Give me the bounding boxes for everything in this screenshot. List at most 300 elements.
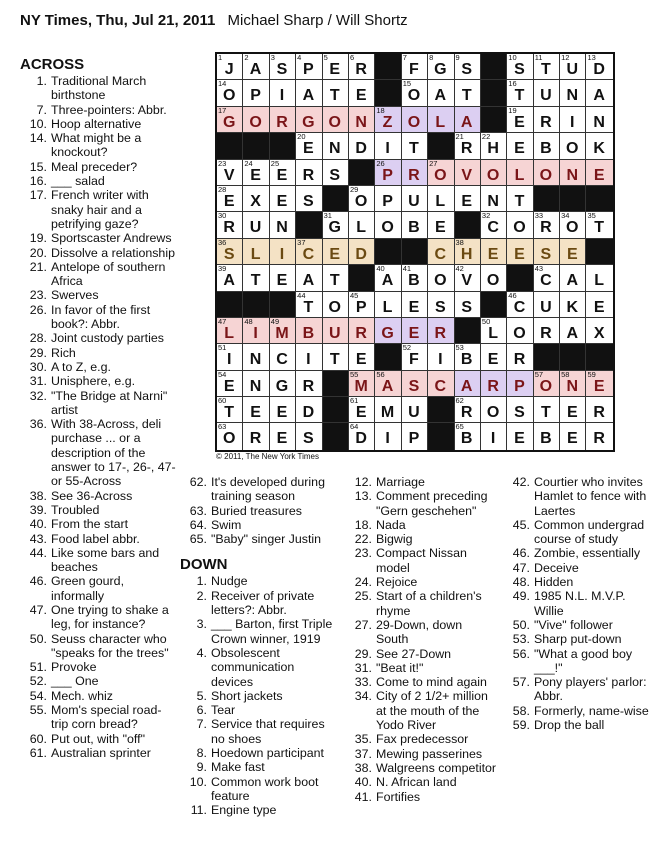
down-clue xyxy=(503,632,653,646)
grid-cell xyxy=(560,292,586,318)
clue-text: Marriage xyxy=(376,475,425,489)
grid-cell xyxy=(323,160,349,186)
down-clue xyxy=(345,575,497,589)
grid-cell xyxy=(455,107,481,133)
grid-cell xyxy=(534,292,560,318)
cell-letter: B xyxy=(540,140,553,158)
across-clue xyxy=(20,674,178,688)
clue-text: "Vive" follower xyxy=(534,617,613,632)
cell-letter: O xyxy=(539,166,554,184)
cell-number: 55 xyxy=(349,370,359,379)
cell-letter: P xyxy=(303,61,315,78)
cell-number: 41 xyxy=(402,265,412,274)
grid-cell xyxy=(428,54,454,80)
clue-text: Come to mind again xyxy=(376,675,487,690)
grid-cell xyxy=(402,107,428,133)
across-clue xyxy=(20,174,178,188)
grid-cell xyxy=(243,80,269,106)
grid-cell xyxy=(586,80,612,106)
grid-cell xyxy=(560,212,586,238)
grid-cell xyxy=(375,292,401,318)
cell-number: 44 xyxy=(297,291,306,300)
grid-cell xyxy=(402,80,428,106)
cell-number: 5 xyxy=(323,54,328,62)
cell-number: 15 xyxy=(402,80,412,89)
cell-letter: R xyxy=(302,377,316,395)
grid-cell xyxy=(270,212,296,238)
grid-cell xyxy=(507,292,533,318)
grid-cell xyxy=(481,186,507,212)
across-clue xyxy=(20,288,178,302)
grid-cell xyxy=(428,344,454,370)
down-clue xyxy=(503,589,653,618)
grid-cell xyxy=(534,371,560,397)
cell-letter: T xyxy=(329,272,341,290)
grid-cell xyxy=(323,239,349,265)
down-clue xyxy=(180,689,338,703)
cell-letter: S xyxy=(514,61,526,78)
clue-number: 26. xyxy=(29,302,47,317)
grid-cell xyxy=(217,239,243,265)
clue-text: Mewing passerines xyxy=(376,746,483,761)
black-square xyxy=(243,292,269,318)
cell-letter: N xyxy=(355,113,368,131)
clue-number: 63. xyxy=(189,503,207,518)
cell-letter: N xyxy=(328,140,342,158)
grid-cell xyxy=(349,371,375,397)
grid-cell xyxy=(481,423,507,449)
cell-letter: E xyxy=(355,404,368,422)
clue-text: Joint custody parties xyxy=(51,331,164,346)
cell-letter: T xyxy=(250,272,262,290)
clue-text: Antelope of southern Africa xyxy=(51,259,166,289)
clue-text: Hoop alternative xyxy=(51,116,142,131)
cell-number: 62 xyxy=(455,397,464,406)
cell-letter: N xyxy=(487,192,500,210)
down-clue xyxy=(180,703,338,717)
clue-text: Deceive xyxy=(534,560,579,575)
down-clue xyxy=(503,704,653,718)
cell-letter: I xyxy=(306,351,312,369)
cell-number: 28 xyxy=(218,185,227,194)
clue-number: 38. xyxy=(29,488,47,503)
grid-cell xyxy=(243,318,269,344)
cell-letter: G xyxy=(328,219,342,237)
grid-cell xyxy=(243,371,269,397)
clue-number: 22. xyxy=(354,532,372,547)
cell-number: 63 xyxy=(218,423,227,432)
down-clue xyxy=(345,532,497,546)
grid-cell xyxy=(243,212,269,238)
cell-letter: P xyxy=(382,192,394,210)
clue-number: 10. xyxy=(29,116,47,131)
cell-letter: R xyxy=(355,61,368,78)
clue-number: 58. xyxy=(512,703,530,718)
down-clue xyxy=(503,475,653,518)
black-square xyxy=(481,107,507,133)
grid-cell xyxy=(243,54,269,80)
cell-letter: U xyxy=(540,298,553,316)
black-square xyxy=(560,186,586,212)
down-clue xyxy=(180,646,338,689)
grid-cell xyxy=(455,292,481,318)
grid-cell xyxy=(243,344,269,370)
clue-number: 6. xyxy=(196,703,207,718)
cell-letter: U xyxy=(328,324,342,342)
clue-text: Nada xyxy=(376,517,406,532)
grid-cell xyxy=(323,54,349,80)
clue-number: 44. xyxy=(29,545,47,560)
cell-letter: O xyxy=(249,113,263,131)
clue-text: Short jackets xyxy=(211,688,283,703)
grid-cell xyxy=(217,344,243,370)
grid-cell xyxy=(296,186,322,212)
cell-number: 27 xyxy=(429,159,438,168)
clue-number: 14. xyxy=(29,131,47,146)
cell-number: 51 xyxy=(218,344,227,353)
cell-letter: E xyxy=(593,377,606,395)
grid-cell xyxy=(402,212,428,238)
down-clue xyxy=(345,589,497,618)
cell-letter: X xyxy=(593,324,606,342)
grid-cell xyxy=(560,54,586,80)
grid-cell xyxy=(507,80,533,106)
grid-cell xyxy=(296,318,322,344)
cell-letter: G xyxy=(381,324,395,342)
down-clue xyxy=(345,518,497,532)
down-clue xyxy=(503,575,653,589)
black-square xyxy=(323,186,349,212)
clue-number: 59. xyxy=(512,718,530,733)
clue-number: 38. xyxy=(354,760,372,775)
cell-number: 31 xyxy=(323,212,332,221)
clue-number: 40. xyxy=(354,775,372,790)
cell-number: 3 xyxy=(270,54,275,62)
grid-cell xyxy=(586,160,612,186)
cell-letter: R xyxy=(223,219,236,237)
grid-cell xyxy=(270,80,296,106)
cell-letter: S xyxy=(540,245,553,263)
cell-letter: A xyxy=(223,272,236,290)
grid-cell xyxy=(455,397,481,423)
grid-cell xyxy=(402,160,428,186)
across-clue xyxy=(20,331,178,345)
cell-letter: M xyxy=(275,324,290,342)
grid-cell xyxy=(455,133,481,159)
down-clue xyxy=(180,717,338,746)
grid-cell xyxy=(402,265,428,291)
down-clue xyxy=(345,647,497,661)
cell-number: 52 xyxy=(402,344,412,353)
cell-letter: K xyxy=(593,140,606,158)
clue-text: Green gourd, informally xyxy=(51,574,125,603)
cell-number: 42 xyxy=(455,265,464,274)
cell-letter: L xyxy=(435,192,447,210)
cell-number: 65 xyxy=(455,423,464,432)
clue-text: Fortifies xyxy=(376,789,421,804)
cell-letter: D xyxy=(355,430,368,448)
black-square xyxy=(586,239,612,265)
clue-number: 17. xyxy=(29,188,47,203)
cell-letter: J xyxy=(224,61,235,78)
cell-letter: R xyxy=(408,166,421,184)
black-square xyxy=(507,265,533,291)
cell-letter: E xyxy=(514,430,526,448)
cell-letter: T xyxy=(409,140,420,158)
grid-cell xyxy=(507,212,533,238)
cell-letter: A xyxy=(460,377,474,395)
clue-text: Swim xyxy=(211,517,242,532)
clue-number: 31. xyxy=(354,660,372,675)
clue-text: Receiver of private letters?: Abbr. xyxy=(211,588,315,618)
grid-cell xyxy=(217,397,243,423)
clue-number: 7. xyxy=(196,717,207,732)
clue-number: 55. xyxy=(29,703,47,718)
grid-cell xyxy=(507,397,533,423)
clue-text: See 27-Down xyxy=(376,646,452,661)
grid-cell xyxy=(534,239,560,265)
cell-letter: T xyxy=(329,87,341,105)
cell-letter: T xyxy=(540,404,552,422)
grid-cell xyxy=(296,292,322,318)
cell-number: 30 xyxy=(218,212,227,221)
grid-cell xyxy=(455,239,481,265)
grid-cell xyxy=(481,371,507,397)
clue-number: 65. xyxy=(189,532,207,547)
black-square xyxy=(270,133,296,159)
cell-letter: C xyxy=(434,245,448,263)
clue-text: ___ salad xyxy=(51,174,105,189)
clue-number: 37. xyxy=(354,746,372,761)
grid-cell xyxy=(481,265,507,291)
down-clue xyxy=(180,574,338,588)
grid-cell xyxy=(217,371,243,397)
grid-cell xyxy=(270,371,296,397)
cell-letter: R xyxy=(434,324,448,342)
grid-cell xyxy=(270,54,296,80)
cell-letter: N xyxy=(593,113,606,131)
clue-number: 40. xyxy=(29,517,47,532)
clue-text: See 36-Across xyxy=(51,488,133,503)
clue-text: Pony players' parlor: Abbr. xyxy=(534,675,647,704)
clue-text: Tear xyxy=(211,703,236,718)
grid-cell xyxy=(534,423,560,449)
black-square xyxy=(428,133,454,159)
cell-letter: I xyxy=(226,351,233,369)
grid-cell xyxy=(428,318,454,344)
cell-letter: T xyxy=(461,87,473,105)
clue-text: Bigwig xyxy=(376,532,413,547)
grid-cell xyxy=(323,107,349,133)
cell-number: 9 xyxy=(455,54,460,62)
grid-cell xyxy=(375,107,401,133)
cell-letter: A xyxy=(381,272,395,290)
down-clue xyxy=(180,760,338,774)
crossword-grid xyxy=(215,52,615,452)
cell-letter: E xyxy=(461,192,474,210)
grid-cell xyxy=(534,265,560,291)
across-clue xyxy=(20,532,178,546)
grid-cell xyxy=(560,318,586,344)
grid-cell xyxy=(323,212,349,238)
grid-cell xyxy=(402,318,428,344)
clue-text: Start of a children's rhyme xyxy=(376,589,482,618)
cell-letter: E xyxy=(355,87,368,105)
cell-letter: E xyxy=(223,192,236,210)
cell-letter: G xyxy=(302,113,316,131)
across-clue xyxy=(20,389,178,418)
clue-text: Common work boot feature xyxy=(211,774,319,803)
grid-cell xyxy=(560,133,586,159)
clue-text: Comment preceding "Gern geschehen" xyxy=(376,489,488,518)
clue-text: One trying to shake a leg, for instance? xyxy=(51,602,169,632)
cell-letter: A xyxy=(302,87,316,105)
grid-cell xyxy=(349,292,375,318)
cell-letter: E xyxy=(487,245,500,263)
cell-letter: T xyxy=(514,87,526,105)
cell-letter: L xyxy=(224,324,236,342)
cell-number: 16 xyxy=(508,80,517,89)
clue-text: Fax predecessor xyxy=(376,732,469,747)
cell-letter: N xyxy=(276,219,289,237)
black-square xyxy=(270,292,296,318)
clue-number: 4. xyxy=(196,645,207,660)
cell-number: 59 xyxy=(587,370,596,379)
cell-number: 40 xyxy=(376,265,385,274)
clue-number: 46. xyxy=(512,546,530,561)
cell-letter: U xyxy=(408,404,421,422)
cell-letter: S xyxy=(276,61,289,78)
cell-letter: R xyxy=(460,140,474,158)
grid-cell xyxy=(507,371,533,397)
across-clue xyxy=(20,346,178,360)
grid-cell xyxy=(402,54,428,80)
grid-cell xyxy=(534,318,560,344)
grid-cell xyxy=(296,160,322,186)
grid-cell xyxy=(455,344,481,370)
cell-letter: B xyxy=(540,430,553,448)
grid-cell xyxy=(217,212,243,238)
clue-text: French writer with snaky hair and a petrifying gaze? xyxy=(51,188,149,231)
clue-number: 18. xyxy=(354,517,372,532)
grid-cell xyxy=(586,292,612,318)
cell-letter: O xyxy=(513,219,527,237)
cell-number: 21 xyxy=(455,133,464,142)
cell-letter: S xyxy=(434,298,447,316)
grid-cell xyxy=(217,186,243,212)
clue-number: 9. xyxy=(196,760,207,775)
cell-letter: C xyxy=(513,298,527,316)
clue-number: 15. xyxy=(29,159,47,174)
cell-letter: S xyxy=(461,298,474,316)
grid-cell xyxy=(217,265,243,291)
clue-text: Hidden xyxy=(534,575,574,590)
cell-letter: F xyxy=(409,61,420,78)
cell-number: 18 xyxy=(376,106,385,115)
black-square xyxy=(481,292,507,318)
cell-number: 38 xyxy=(455,238,464,247)
grid-cell xyxy=(455,265,481,291)
cell-letter: E xyxy=(250,166,262,184)
down-clue xyxy=(345,790,497,804)
grid-cell xyxy=(560,239,586,265)
grid-cell xyxy=(270,186,296,212)
cell-letter: E xyxy=(250,404,262,422)
black-square xyxy=(323,371,349,397)
cell-letter: Z xyxy=(382,113,394,131)
clue-text: Mom's special road-trip corn bread? xyxy=(51,703,162,732)
clue-text: Put out, with "off" xyxy=(51,731,145,746)
grid-cell xyxy=(296,344,322,370)
cell-letter: U xyxy=(249,219,263,237)
cell-letter: A xyxy=(381,377,395,395)
clue-text: "Beat it!" xyxy=(376,660,424,675)
clue-text: ___ One xyxy=(51,674,99,689)
black-square xyxy=(428,397,454,423)
across-clue xyxy=(20,689,178,703)
clue-text: Traditional March birthstone xyxy=(51,74,147,103)
cell-number: 61 xyxy=(349,397,359,406)
cell-number: 56 xyxy=(376,370,385,379)
grid-cell xyxy=(507,107,533,133)
clue-text: With 38-Across, deli purchase ... or a description of the answer to 17-, 26-, 47- or 55-Across xyxy=(51,417,176,489)
puzzle-authors: Michael Sharp / Will Shortz xyxy=(227,12,408,29)
clue-number: 2. xyxy=(196,588,207,603)
cell-letter: E xyxy=(276,404,289,422)
grid-cell xyxy=(534,160,560,186)
clue-number: 29. xyxy=(354,646,372,661)
across-clue xyxy=(20,603,178,632)
cell-letter: V xyxy=(223,166,236,184)
cell-letter: E xyxy=(566,245,579,263)
clue-text: ___ Barton, first Triple Crown winner, 1919 xyxy=(211,617,333,646)
clue-text: Unisphere, e.g. xyxy=(51,374,136,389)
clue-column-1 xyxy=(20,56,178,760)
cell-letter: C xyxy=(487,219,500,237)
cell-letter: S xyxy=(329,166,342,184)
across-clue xyxy=(180,532,338,546)
cell-letter: O xyxy=(539,377,554,395)
clue-number: 1. xyxy=(36,74,47,88)
grid-cell xyxy=(243,107,269,133)
clue-number: 23. xyxy=(29,288,47,303)
cell-letter: N xyxy=(566,166,580,184)
clue-number: 45. xyxy=(512,517,530,532)
across-clue xyxy=(20,131,178,160)
grid-cell xyxy=(296,80,322,106)
cell-letter: O xyxy=(434,166,448,184)
clue-text: 29-Down, down South xyxy=(376,617,463,647)
grid-cell xyxy=(428,107,454,133)
grid-cell xyxy=(586,371,612,397)
cell-letter: S xyxy=(303,430,315,448)
grid-cell xyxy=(534,397,560,423)
cell-letter: E xyxy=(514,140,526,158)
cell-number: 64 xyxy=(349,423,359,432)
grid-cell xyxy=(534,212,560,238)
grid-cell xyxy=(270,397,296,423)
clue-number: 42. xyxy=(512,475,530,489)
cell-letter: B xyxy=(408,272,421,290)
cell-letter: C xyxy=(540,272,553,290)
grid-cell xyxy=(560,107,586,133)
across-clue xyxy=(20,231,178,245)
cell-number: 46 xyxy=(508,291,517,300)
cell-letter: A xyxy=(593,87,606,105)
grid-cell xyxy=(507,160,533,186)
cell-number: 13 xyxy=(587,54,596,62)
cell-letter: U xyxy=(566,61,580,78)
